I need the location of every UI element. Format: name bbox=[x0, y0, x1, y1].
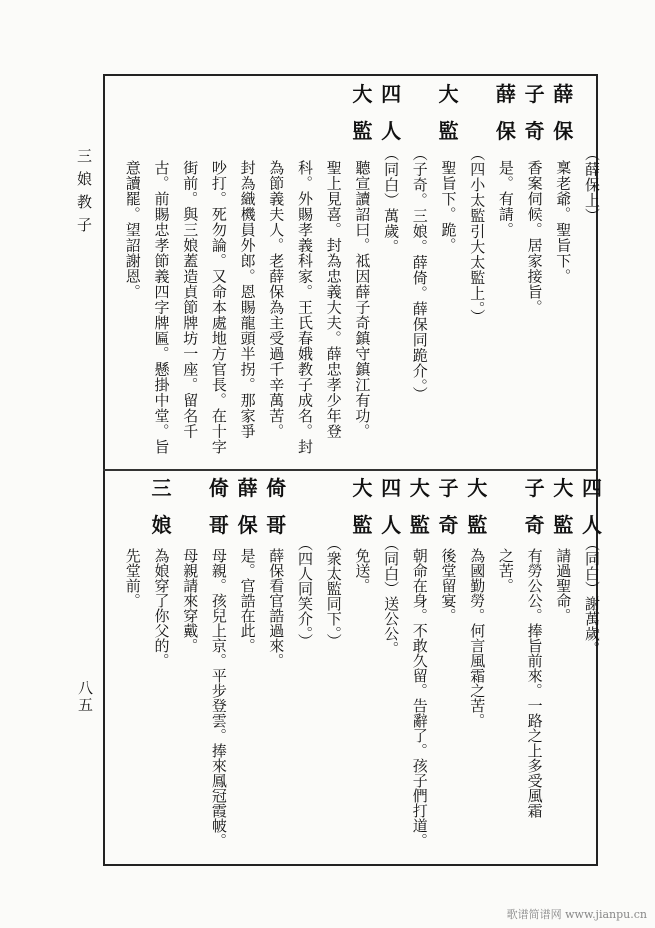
speaker-label: 哥 bbox=[266, 513, 287, 537]
dialogue-column: 稟老爺。聖旨下。 bbox=[554, 160, 573, 284]
speaker-label: 保 bbox=[495, 119, 516, 143]
speaker-label: 三 bbox=[151, 476, 172, 500]
speaker-label: 大 bbox=[553, 476, 574, 500]
speaker-label: 娘 bbox=[151, 513, 172, 537]
dialogue-column: 聽宣讀詔曰。祗因薛子奇鎮守鎮江有功。 bbox=[353, 160, 372, 439]
dialogue-column: （薛保上） bbox=[583, 146, 601, 224]
speaker-label: 大 bbox=[467, 476, 488, 500]
speaker-label: 薛 bbox=[237, 476, 258, 500]
speaker-label: 大 bbox=[352, 476, 373, 500]
watermark: 歌谱简谱网 www.jianpu.cn bbox=[506, 908, 647, 921]
dialogue-column: 為節義夫人。老薛保為主受過千辛萬苦。 bbox=[267, 160, 286, 439]
speaker-label: 監 bbox=[352, 513, 373, 537]
dialogue-column: 母親請來穿戴。 bbox=[181, 548, 200, 653]
speaker-label: 子 bbox=[438, 476, 459, 500]
speaker-label: 四 bbox=[381, 82, 402, 106]
dialogue-column: 免送。 bbox=[353, 548, 372, 593]
dialogue-column: 先堂前。 bbox=[123, 548, 142, 608]
dialogue-column: 是。官誥在此。 bbox=[238, 548, 257, 653]
dialogue-column: 有勞公公。捧旨前來。一路之上多受風霜 bbox=[525, 548, 544, 818]
dialogue-column: 聖旨下。跪。 bbox=[439, 160, 458, 253]
speaker-label: 監 bbox=[467, 513, 488, 537]
speaker-label: 薛 bbox=[553, 82, 574, 106]
speaker-label: 哥 bbox=[208, 513, 229, 537]
speaker-label: 奇 bbox=[524, 513, 545, 537]
speaker-label: 大 bbox=[438, 82, 459, 106]
speaker-label: 大 bbox=[352, 82, 373, 106]
speaker-label: 奇 bbox=[524, 119, 545, 143]
dialogue-column: 母親。孩兒上京。平步登雲。捧來鳳冠霞帔。 bbox=[209, 548, 228, 848]
speaker-label: 監 bbox=[553, 513, 574, 537]
dialogue-column: （子奇。三娘。薛倚。薛保同跪介。） bbox=[410, 146, 429, 402]
dialogue-column: 香案伺候。居家接旨。 bbox=[525, 160, 544, 315]
speaker-label: 監 bbox=[438, 119, 459, 143]
speaker-label: 監 bbox=[409, 513, 430, 537]
page-number: 八五 bbox=[76, 680, 94, 714]
dialogue-column: （同白）謝萬歲。 bbox=[583, 536, 601, 656]
speaker-label: 奇 bbox=[438, 513, 459, 537]
section-divider bbox=[103, 469, 598, 471]
dialogue-column: 為娘穿了你父的。 bbox=[152, 548, 171, 668]
speaker-label: 保 bbox=[237, 513, 258, 537]
speaker-label: 大 bbox=[409, 476, 430, 500]
dialogue-column: 請過聖命。 bbox=[554, 548, 573, 623]
speaker-label: 倚 bbox=[208, 476, 229, 500]
speaker-label: 人 bbox=[381, 119, 402, 143]
dialogue-column: （四人同笑介。） bbox=[296, 536, 314, 649]
dialogue-column: 為國勤勞。何言風霜之苦。 bbox=[468, 548, 487, 728]
dialogue-column: （同白）萬歲。 bbox=[382, 146, 401, 255]
speaker-label: 人 bbox=[381, 513, 402, 537]
dialogue-column: 街前。與三娘蓋造貞節牌坊一座。留名千 bbox=[181, 160, 200, 439]
dialogue-column: 薛保看官誥過來。 bbox=[267, 548, 286, 668]
dialogue-column: 古。前賜忠孝節義四字牌匾。懸掛中堂。旨 bbox=[152, 160, 171, 455]
dialogue-column: 聖上見喜。封為忠義大夫。薛忠孝少年登 bbox=[324, 160, 343, 439]
dialogue-column: 科。外賜孝義科家。王氏春娥教子成名。封 bbox=[296, 160, 314, 455]
dialogue-column: 朝命在身。不敢久留。告辭了。孩子們打道。 bbox=[410, 548, 429, 848]
speaker-label: 子 bbox=[524, 476, 545, 500]
speaker-label: 保 bbox=[553, 119, 574, 143]
speaker-label: 四 bbox=[582, 476, 602, 500]
speaker-label: 人 bbox=[582, 513, 602, 537]
dialogue-column: 吵打。死勿論。又命本處地方官長。在十字 bbox=[209, 160, 228, 455]
speaker-label: 四 bbox=[381, 476, 402, 500]
dialogue-column: （四小太監引大太監上。） bbox=[468, 146, 487, 325]
speaker-label: 薛 bbox=[495, 82, 516, 106]
speaker-label: 倚 bbox=[266, 476, 287, 500]
dialogue-column: （衆太監同下。） bbox=[324, 536, 343, 649]
dialogue-column: 之苦。 bbox=[496, 548, 515, 593]
speaker-label: 監 bbox=[352, 119, 373, 143]
dialogue-column: 意讀罷。望詔謝恩。 bbox=[123, 160, 142, 300]
dialogue-column: 封為織機員外郎。恩賜龍頭半拐。那家爭 bbox=[238, 160, 257, 439]
dialogue-column: 是。有請。 bbox=[496, 160, 515, 238]
dialogue-column: （同白）送公公。 bbox=[382, 536, 401, 656]
dialogue-column: 後堂留宴。 bbox=[439, 548, 458, 623]
speaker-label: 子 bbox=[524, 82, 545, 106]
margin-title: 三娘教子 bbox=[75, 148, 93, 240]
